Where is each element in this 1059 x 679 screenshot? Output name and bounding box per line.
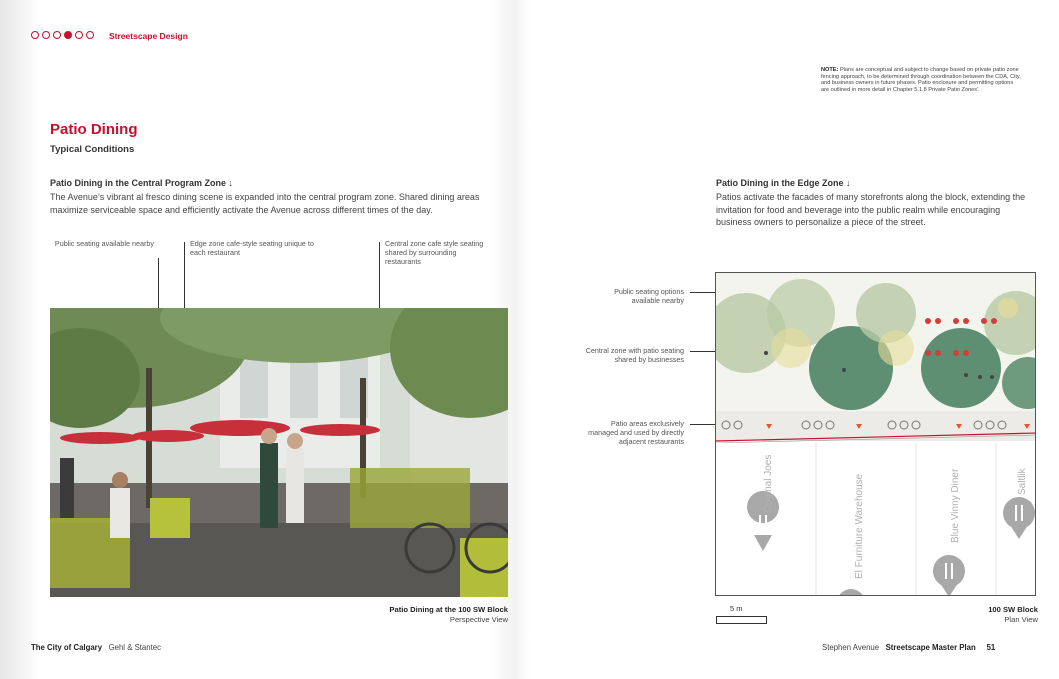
footer-authors: Gehl & Stantec [108,643,162,652]
footer-left [31,643,161,652]
page-title: Patio Dining [50,121,138,138]
central-zone-heading: Patio Dining in the Central Program Zone ↓ [50,178,234,188]
storefront-el-furniture-warehouse: El Furniture Warehouse [854,473,865,579]
callout-central-zone-seating: Central zone cafe style seating shared by surrounding restaurants [385,239,484,266]
progress-dot-active [64,31,72,39]
note [821,67,1021,93]
scale-label: 5 m [730,604,743,613]
progress-dot [86,31,94,39]
footer-project: Stephen Avenue [822,643,880,652]
perspective-caption-title: Patio Dining at the 100 SW Block [389,605,508,614]
progress-dot [42,31,50,39]
plan-illustration [716,273,1036,596]
edge-zone-body: Patios activate the facades of many storefronts along the block, extending the invitation for food and beverage into the public realm while encouraging business owners to personalize a piece of the street. [716,192,1026,227]
plan-view-map [715,272,1036,596]
progress-dot [53,31,61,39]
edge-zone-heading: Patio Dining in the Edge Zone ↓ [716,178,851,188]
callout-edge-zone-seating: Edge zone cafe-style seating unique to each restaurant [190,239,314,257]
callout-public-seating-options: Public seating options available nearby [614,287,684,305]
footer-right [822,643,995,652]
storefront-blue-vinny-diner: Blue Vinny Diner [950,468,961,543]
footer-org: The City of Calgary [31,643,103,652]
callout-central-zone-patio: Central zone with patio seating shared by businesses [585,346,684,364]
rendering-illustration [50,308,508,597]
plan-caption-subtitle: Plan View [1004,615,1038,624]
plan-caption-title: 100 SW Block [988,605,1038,614]
progress-dot [75,31,83,39]
perspective-rendering [50,308,508,597]
central-zone-body: The Avenue’s vibrant al fresco dining scene is expanded into the central program zone. Shared dining areas maximize serviceable space and efficiently activate the Avenue across different times of the day. [50,192,480,215]
callout-public-seating: Public seating available nearby [54,239,154,248]
note-text: Plans are conceptual and subject to change based on private patio zone fencing approach, to be determined through coordination between the CDA, City, and business owners in future phases. Patio enclosure and permitting options are outlined in more detail in Chapter 5.1.8 Private Patio Zones'. [821,67,1021,93]
footer-document-title: Streetscape Master Plan [885,643,976,652]
note-label: NOTE: [821,67,839,73]
storefront-saltlik: Saltlik [1017,468,1028,495]
progress-dot [31,31,39,39]
storefront-original-joes: Original Joes [763,454,774,513]
page-number: 51 [986,643,996,652]
callout-patio-areas-exclusive: Patio areas exclusively managed and used by directly adjacent restaurants [588,419,684,446]
chapter-progress [31,31,94,39]
page-subtitle: Typical Conditions [50,144,135,155]
section-label: Streetscape Design [109,31,188,41]
perspective-caption-subtitle: Perspective View [449,615,508,624]
page-shade [0,0,40,679]
scale-bar-icon [716,616,767,624]
